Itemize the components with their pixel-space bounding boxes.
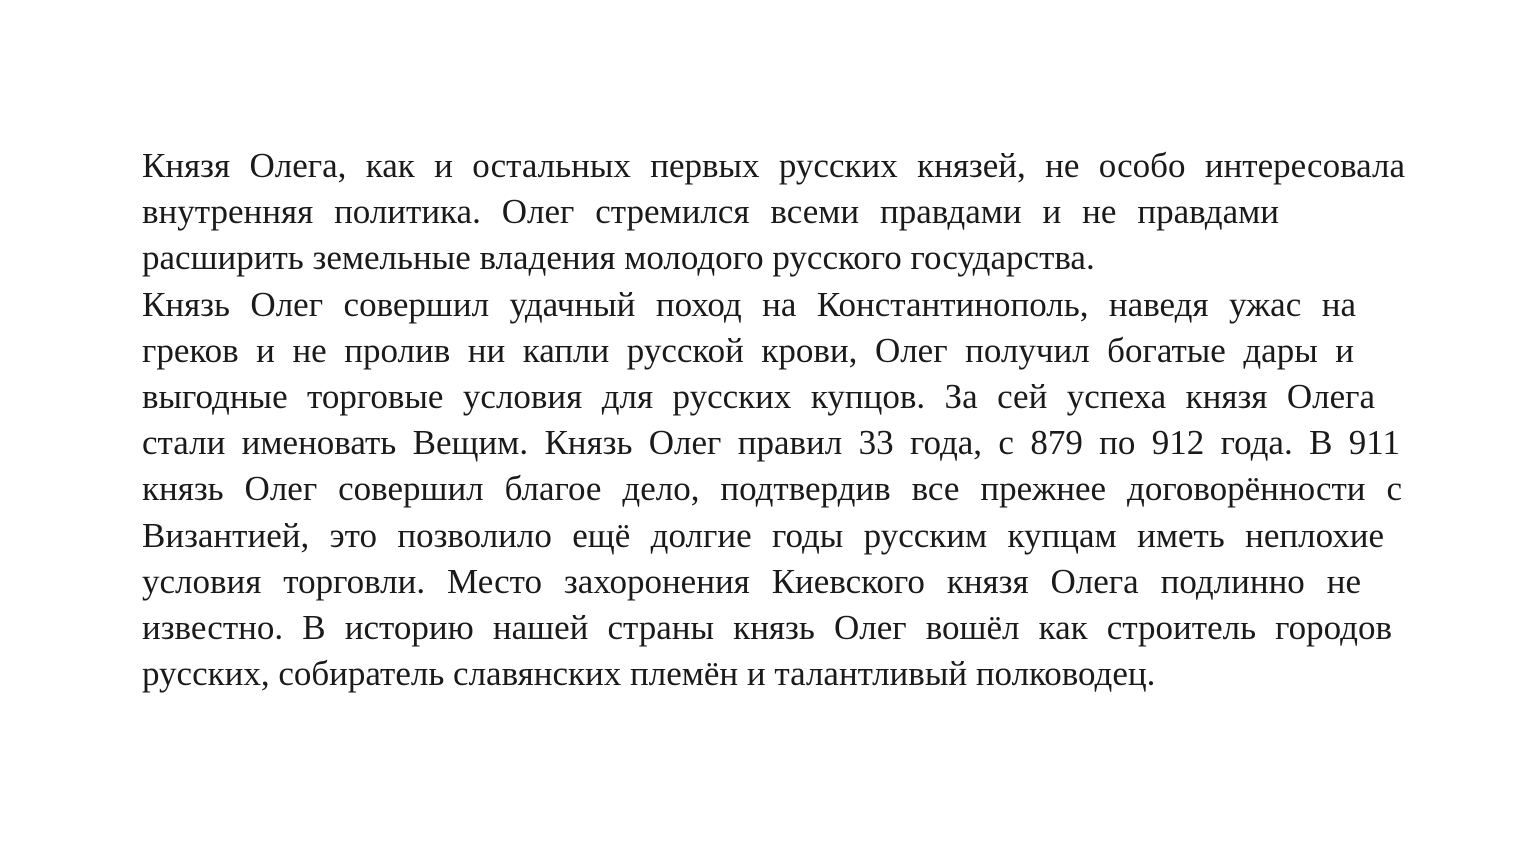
text-line: Князя Олега, как и остальных первых русских князей, не особо интересовала xyxy=(142,146,1405,185)
text-line: русских, собиратель славянских племён и талантливый полководец. xyxy=(142,654,1156,694)
text-line: князь Олег совершил благое дело, подтвердив все прежнее договорённости с xyxy=(142,469,1402,509)
text-line: известно. В историю нашей страны князь Олег вошёл как строитель городов xyxy=(142,608,1392,648)
paragraph-1 xyxy=(142,143,1442,282)
text-line: внутренняя политика. Олег стремился всеми правдами и не правдами xyxy=(142,192,1279,232)
text-line: выгодные торговые условия для русских купцов. За сей успеха князя Олега xyxy=(142,377,1375,417)
text-line: условия торговли. Место захоронения Киевского князя Олега подлинно не xyxy=(142,561,1361,601)
text-line: греков и не пролив ни капли русской крови, Олег получил богатые дары и xyxy=(142,330,1354,370)
text-line: расширить земельные владения молодого русского государства. xyxy=(142,238,1095,278)
paragraph-2 xyxy=(142,282,1442,698)
text-line: стали именовать Вещим. Князь Олег правил 33 года, с 879 по 912 года. В 911 xyxy=(142,423,1400,463)
text-line: Князь Олег совершил удачный поход на Константинополь, наведя ужас на xyxy=(142,284,1356,324)
text-line: Византией, это позволило ещё долгие годы русским купцам иметь неплохие xyxy=(142,515,1384,555)
body-text xyxy=(142,143,1442,697)
